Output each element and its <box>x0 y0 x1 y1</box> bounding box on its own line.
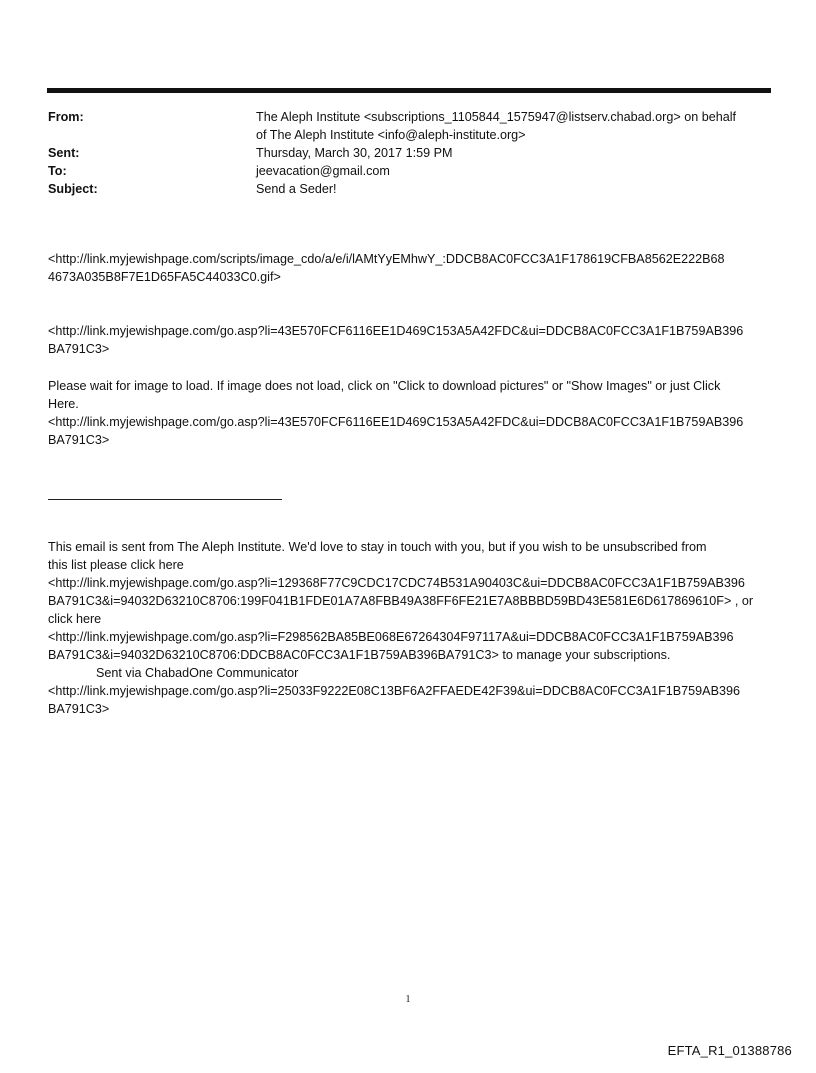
from-label: From: <box>48 110 84 124</box>
subject-row <box>48 180 772 198</box>
image-link-line1[interactable]: <http://link.myjewishpage.com/scripts/image_cdo/a/e/i/lAMtYyEMhwY_:DDCB8AC0FCC3A1F178619CFBA8562E222B68 <box>48 252 725 266</box>
to-value: jeevacation@gmail.com <box>256 164 390 178</box>
unsubscribe-link-line2[interactable]: BA791C3&i=94032D63210C8706:199F041B1FDE01A7A8FBB49A38FF6FE21E7A8BBBD59BD43E581E6D617869610F> , or <box>48 594 754 608</box>
manage-link-line1[interactable]: <http://link.myjewishpage.com/go.asp?li=F298562BA85BE068E67264304F97117A&ui=DDCB8AC0FCC3A1F1B759AB396 <box>48 630 734 644</box>
image-link-paragraph <box>48 250 772 286</box>
manage-link-line2[interactable]: BA791C3&i=94032D63210C8706:DDCB8AC0FCC3A1F1B759AB396BA791C3> to manage your subscriptions. <box>48 648 671 662</box>
go-link-1-line1[interactable]: <http://link.myjewishpage.com/go.asp?li=43E570FCF6116EE1D469C153A5A42FDC&ui=DDCB8AC0FCC3A1F1B759AB396 <box>48 324 744 338</box>
go-link-2-line2[interactable]: BA791C3> <box>48 433 110 447</box>
from-value-line2: of The Aleph Institute <info@aleph-institute.org> <box>256 128 526 142</box>
sent-value: Thursday, March 30, 2017 1:59 PM <box>256 146 453 160</box>
unsubscribe-link-line1[interactable]: <http://link.myjewishpage.com/go.asp?li=129368F77C9CDC17CDC74B531A90403C&ui=DDCB8AC0FCC3A1F1B759AB396 <box>48 576 745 590</box>
go-link-1-line2[interactable]: BA791C3> <box>48 342 110 356</box>
email-header-block <box>48 108 772 198</box>
page-number: 1 <box>405 994 411 1005</box>
footer-separator <box>48 499 282 500</box>
go-link-paragraph-1 <box>48 322 772 358</box>
to-label: To: <box>48 164 67 178</box>
subject-value: Send a Seder! <box>256 182 337 196</box>
communicator-link-line1[interactable]: <http://link.myjewishpage.com/go.asp?li=25033F9222E08C13BF6A2FFAEDE42F39&ui=DDCB8AC0FCC3A1F1B759AB396 <box>48 684 740 698</box>
sent-via-line: Sent via ChabadOne Communicator <box>96 666 299 680</box>
sent-row <box>48 144 772 162</box>
to-row <box>48 162 772 180</box>
footer-paragraph <box>48 538 772 718</box>
image-link-line2[interactable]: 4673A035B8F7E1D65FA5C44033C0.gif> <box>48 270 281 284</box>
from-value <box>256 108 772 144</box>
footer-line1: This email is sent from The Aleph Institute. We'd love to stay in touch with you, but if you wish to be unsubscribed from <box>48 540 707 554</box>
header-top-rule <box>47 88 771 93</box>
sent-label: Sent: <box>48 146 80 160</box>
wait-paragraph <box>48 377 772 449</box>
subject-label: Subject: <box>48 182 98 196</box>
footer-line2: this list please click here <box>48 558 184 572</box>
from-value-line1: The Aleph Institute <subscriptions_1105844_1575947@listserv.chabad.org> on behalf <box>256 110 737 124</box>
wait-text-line2: Here. <box>48 397 79 411</box>
from-row <box>48 108 772 144</box>
wait-text-line1: Please wait for image to load. If image does not load, click on "Click to download pictures" or "Show Images" or just Click <box>48 379 721 393</box>
footer-line5: click here <box>48 612 102 626</box>
communicator-link-line2[interactable]: BA791C3> <box>48 702 110 716</box>
bates-number: EFTA_R1_01388786 <box>667 1043 792 1058</box>
go-link-2-line1[interactable]: <http://link.myjewishpage.com/go.asp?li=43E570FCF6116EE1D469C153A5A42FDC&ui=DDCB8AC0FCC3A1F1B759AB396 <box>48 415 744 429</box>
